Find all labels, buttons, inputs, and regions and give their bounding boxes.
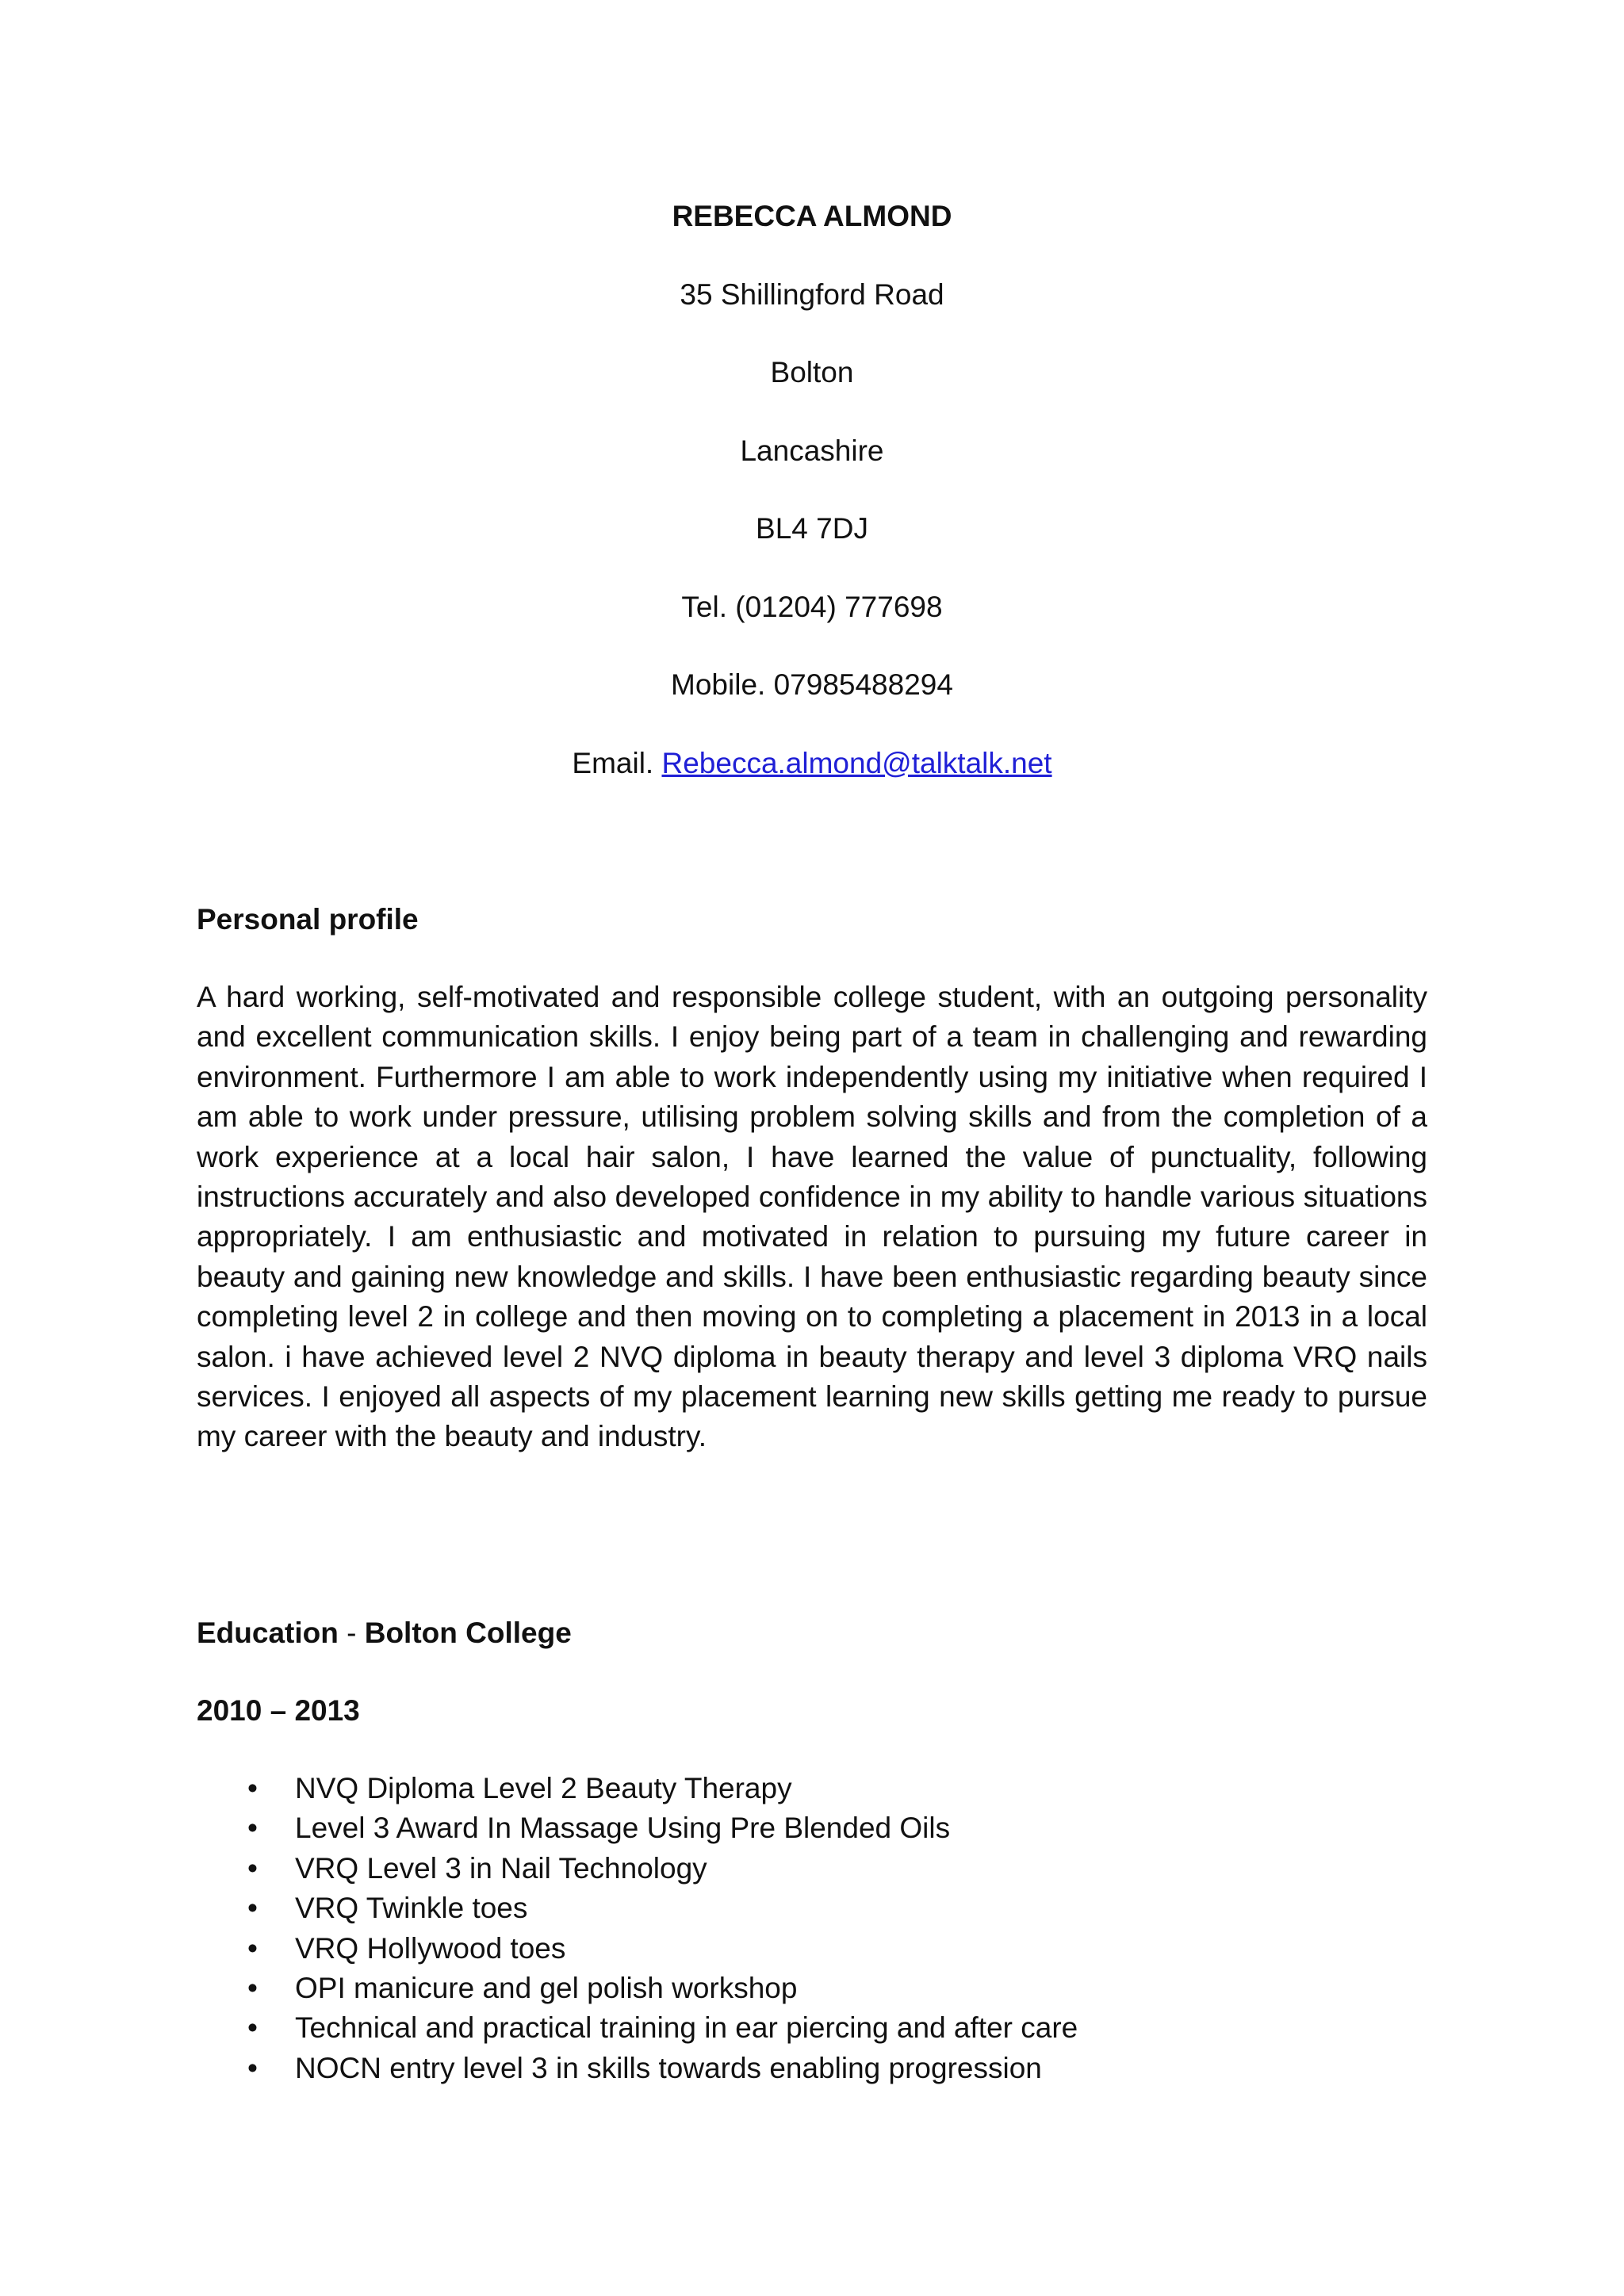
list-item (197, 1929, 1427, 1969)
list-item (197, 1849, 1427, 1888)
list-item (197, 1808, 1427, 1848)
education-label: Education (197, 1617, 339, 1649)
qualification-text: OPI manicure and gel polish workshop (295, 1972, 798, 2005)
bullet-icon: • (247, 1972, 258, 2005)
bullet-icon: • (247, 1892, 258, 1925)
bullet-icon: • (247, 1812, 258, 1845)
list-item (197, 2008, 1427, 2048)
candidate-name: REBECCA ALMOND (672, 200, 952, 232)
bullet-icon: • (247, 2011, 258, 2045)
qualification-text: Technical and practical training in ear piercing and after care (295, 2011, 1078, 2045)
telephone: Tel. (01204) 777698 (681, 590, 943, 623)
qualification-text: NOCN entry level 3 in skills towards enabling progression (295, 2051, 1042, 2084)
bullet-icon: • (247, 1772, 258, 1804)
qualification-text: VRQ Twinkle toes (295, 1892, 528, 1925)
list-item (197, 1969, 1427, 2008)
education-years: 2010 – 2013 (197, 1694, 360, 1727)
email-link[interactable]: Rebecca.almond@talktalk.net (661, 746, 1052, 779)
education-heading (197, 1613, 1427, 1653)
contact-header (0, 189, 1624, 813)
address-postcode: BL4 7DJ (756, 512, 868, 545)
bullet-icon: • (247, 1931, 258, 1965)
email-line (0, 736, 1624, 814)
address-town: Bolton (770, 356, 854, 388)
address-street: 35 Shillingford Road (680, 277, 944, 311)
education-section (197, 1613, 1427, 2088)
bullet-icon: • (247, 1851, 258, 1885)
address-county: Lancashire (740, 434, 884, 467)
personal-profile-section (197, 900, 1427, 1457)
qualification-text: NVQ Diploma Level 2 Beauty Therapy (295, 1772, 792, 1804)
qualification-text: Level 3 Award In Massage Using Pre Blended Oils (295, 1812, 951, 1845)
mobile-number: Mobile. 07985488294 (671, 668, 953, 701)
qualification-text: VRQ Hollywood toes (295, 1931, 566, 1965)
bullet-icon: • (247, 2051, 258, 2084)
personal-profile-heading: Personal profile (197, 903, 419, 936)
email-label: Email. (572, 746, 662, 779)
list-item (197, 1888, 1427, 1928)
education-separator: - (338, 1617, 365, 1649)
list-item (197, 2049, 1427, 2088)
personal-profile-text: A hard working, self-motivated and responsible college student, with an outgoing personality and excellent communication skills. I enjoy being part of a team in challenging and rewarding environment. Furthermore I am able to work independently using my initiative when required I am able to work under pressure, utilising problem solving skills and from the completion of a work experience at a local hair salon, I have learned the value of punctuality, following instructions accurately and also developed confidence in my ability to handle various situations appropriately. I am enthusiastic and motivated in relation to pursuing my future career in beauty and gaining new knowledge and skills. I have been enthusiastic regarding beauty since completing level 2 in college and then moving on to completing a placement in 2013 in a local salon. i have achieved level 2 NVQ diploma in beauty therapy and level 3 diploma VRQ nails services. I enjoyed all aspects of my placement learning new skills getting me ready to pursue my career with the beauty and industry. (197, 981, 1427, 1453)
education-institution: Bolton College (364, 1617, 572, 1649)
qualifications-list (197, 1769, 1427, 2088)
qualification-text: VRQ Level 3 in Nail Technology (295, 1851, 707, 1885)
list-item (197, 1769, 1427, 1808)
